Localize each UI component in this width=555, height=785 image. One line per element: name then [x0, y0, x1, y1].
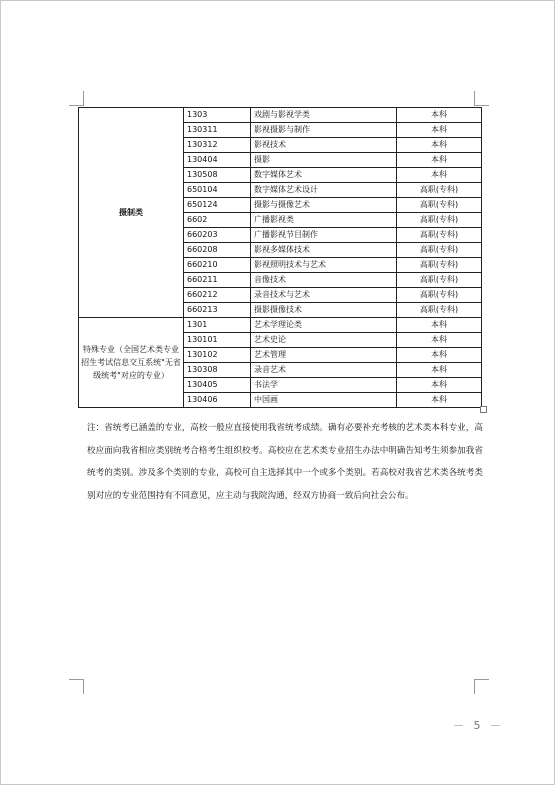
code-cell: 1303 [184, 108, 251, 123]
major-name-cell: 中国画 [251, 393, 397, 408]
code-cell: 660208 [184, 243, 251, 258]
level-cell: 高职(专科) [397, 228, 482, 243]
major-name-cell: 影视技术 [251, 138, 397, 153]
code-cell: 130508 [184, 168, 251, 183]
table-row [79, 108, 482, 123]
code-cell: 130101 [184, 333, 251, 348]
level-cell: 高职(专科) [397, 303, 482, 318]
level-cell: 高职(专科) [397, 288, 482, 303]
code-cell: 130406 [184, 393, 251, 408]
majors-table-body [79, 108, 482, 408]
major-name-cell: 影视摄影与制作 [251, 123, 397, 138]
code-cell: 130405 [184, 378, 251, 393]
code-cell: 130312 [184, 138, 251, 153]
level-cell: 本科 [397, 138, 482, 153]
level-cell: 本科 [397, 153, 482, 168]
crop-mark-bottom-right [474, 679, 489, 694]
code-cell: 130311 [184, 123, 251, 138]
crop-mark-top-left [69, 91, 84, 106]
major-name-cell: 录音艺术 [251, 363, 397, 378]
level-cell: 本科 [397, 168, 482, 183]
major-name-cell: 戏剧与影视学类 [251, 108, 397, 123]
level-cell: 本科 [397, 378, 482, 393]
level-cell: 本科 [397, 348, 482, 363]
level-cell: 高职(专科) [397, 273, 482, 288]
table-row [79, 318, 482, 333]
code-cell: 6602 [184, 213, 251, 228]
crop-mark-bottom-left [69, 679, 84, 694]
major-name-cell: 艺术史论 [251, 333, 397, 348]
major-name-cell: 广播影视节目制作 [251, 228, 397, 243]
code-cell: 660212 [184, 288, 251, 303]
level-cell: 本科 [397, 108, 482, 123]
category-cell: 摄制类 [79, 108, 184, 318]
major-name-cell: 影视照明技术与艺术 [251, 258, 397, 273]
code-cell: 130102 [184, 348, 251, 363]
code-cell: 650124 [184, 198, 251, 213]
majors-table[interactable] [78, 107, 482, 408]
category-cell: 特殊专业（全国艺术类专业招生考试信息交互系统"无省级统考"对应的专业） [79, 318, 184, 408]
level-cell: 本科 [397, 333, 482, 348]
code-cell: 660210 [184, 258, 251, 273]
code-cell: 1301 [184, 318, 251, 333]
code-cell: 660203 [184, 228, 251, 243]
code-cell: 130308 [184, 363, 251, 378]
level-cell: 本科 [397, 123, 482, 138]
level-cell: 本科 [397, 318, 482, 333]
crop-mark-top-right [474, 91, 489, 106]
level-cell: 高职(专科) [397, 198, 482, 213]
level-cell: 本科 [397, 363, 482, 378]
major-name-cell: 录音技术与艺术 [251, 288, 397, 303]
major-name-cell: 摄影 [251, 153, 397, 168]
major-name-cell: 影视多媒体技术 [251, 243, 397, 258]
code-cell: 130404 [184, 153, 251, 168]
code-cell: 660213 [184, 303, 251, 318]
page-number: － 5 － [453, 719, 504, 732]
table-resize-handle[interactable] [480, 406, 487, 413]
code-cell: 650104 [184, 183, 251, 198]
major-name-cell: 艺术管理 [251, 348, 397, 363]
level-cell: 高职(专科) [397, 213, 482, 228]
level-cell: 本科 [397, 393, 482, 408]
major-name-cell: 摄影与摄像艺术 [251, 198, 397, 213]
major-name-cell: 书法学 [251, 378, 397, 393]
major-name-cell: 数字媒体艺术设计 [251, 183, 397, 198]
major-name-cell: 数字媒体艺术 [251, 168, 397, 183]
major-name-cell: 广播影视类 [251, 213, 397, 228]
code-cell: 660211 [184, 273, 251, 288]
level-cell: 高职(专科) [397, 183, 482, 198]
level-cell: 高职(专科) [397, 258, 482, 273]
level-cell: 高职(专科) [397, 243, 482, 258]
major-name-cell: 艺术学理论类 [251, 318, 397, 333]
major-name-cell: 音像技术 [251, 273, 397, 288]
note-paragraph: 注：省统考已涵盖的专业，高校一般应直接使用我省统考成绩。确有必要补充考核的艺术类本科专业，高校应面向我省相应类别统考合格考生组织校考。高校应在艺术类专业招生办法中明确告知考生须参加我省统考的类别。涉及多个类别的专业，高校可自主选择其中一个或多个类别。若高校对我省艺术类各统考类别对应的专业范围持有不同意见，应主动与我院沟通，经双方协商一致后向社会公布。 [87, 423, 483, 501]
major-name-cell: 摄影摄像技术 [251, 303, 397, 318]
